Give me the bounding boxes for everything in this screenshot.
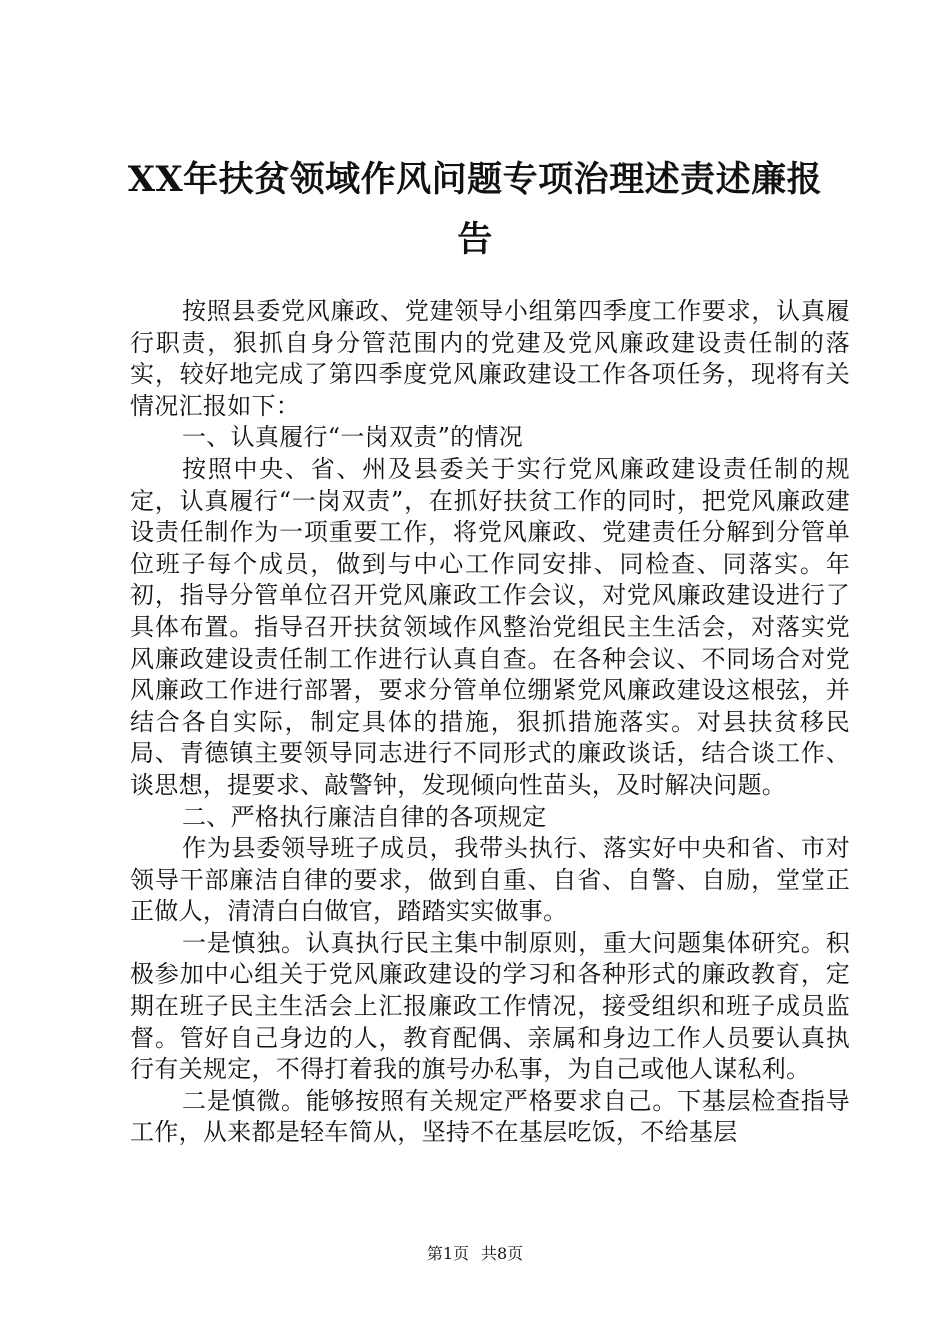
page-number: 第1页 bbox=[426, 1244, 469, 1263]
paragraph-section-2: 作为县委领导班子成员，我带头执行、落实好中央和省、市对领导干部廉洁自律的要求，做到自重、自省、自警、自励，堂堂正正做人，清清白白做官，踏踏实实做事。 bbox=[130, 834, 850, 926]
paragraph-point-1: 一是慎独。认真执行民主集中制原则，重大问题集体研究。积极参加中心组关于党风廉政建设的学习和各种形式的廉政教育，定期在班子民主生活会上汇报廉政工作情况，接受组织和班子成员监督。管好自己身边的人，教育配偶、亲属和身边工作人员要认真执行有关规定，不得打着我的旗号办私事，为自己或他人谋私利。 bbox=[130, 928, 850, 1084]
page-total: 共8页 bbox=[481, 1244, 524, 1263]
paragraph-section-1: 按照中央、省、州及县委关于实行党风廉政建设责任制的规定，认真履行“一岗双责”，在抓好扶贫工作的同时，把党风廉政建设责任制作为一项重要工作，将党风廉政、党建责任分解到分管单位班子每个成员，做到与中心工作同安排、同检查、同落实。年初，指导分管单位召开党风廉政工作会议，对党风廉政建设进行了具体布置。指导召开扶贫领域作风整治党组民主生活会，对落实党风廉政建设责任制工作进行认真自查。在各种会议、不同场合对党风廉政工作进行部署，要求分管单位绷紧党风廉政建设这根弦，并结合各自实际，制定具体的措施，狠抓措施落实。对县扶贫移民局、青德镇主要领导同志进行不同形式的廉政谈话，结合谈工作、谈思想，提要求、敲警钟，发现倾向性苗头，及时解决问题。 bbox=[130, 454, 850, 799]
document-body bbox=[130, 296, 850, 1149]
document-title-line-1: XX年扶贫领域作风问题专项治理述责述廉报 bbox=[127, 159, 823, 200]
paragraph-point-2: 二是慎微。能够按照有关规定严格要求自己。下基层检查指导工作，从来都是轻车简从，坚持不在基层吃饭，不给基层 bbox=[130, 1086, 850, 1147]
section-heading-2: 二、严格执行廉洁自律的各项规定 bbox=[182, 802, 547, 831]
paragraph-intro: 按照县委党风廉政、党建领导小组第四季度工作要求，认真履行职责，狠抓自身分管范围内的党建及党风廉政建设责任制的落实，较好地完成了第四季度党风廉政建设工作各项任务，现将有关情况汇报如下： bbox=[130, 297, 850, 420]
page-footer bbox=[0, 1244, 950, 1264]
section-heading-1: 一、认真履行“一岗双责”的情况 bbox=[182, 423, 524, 452]
document-title-line-2: 告 bbox=[457, 219, 493, 260]
